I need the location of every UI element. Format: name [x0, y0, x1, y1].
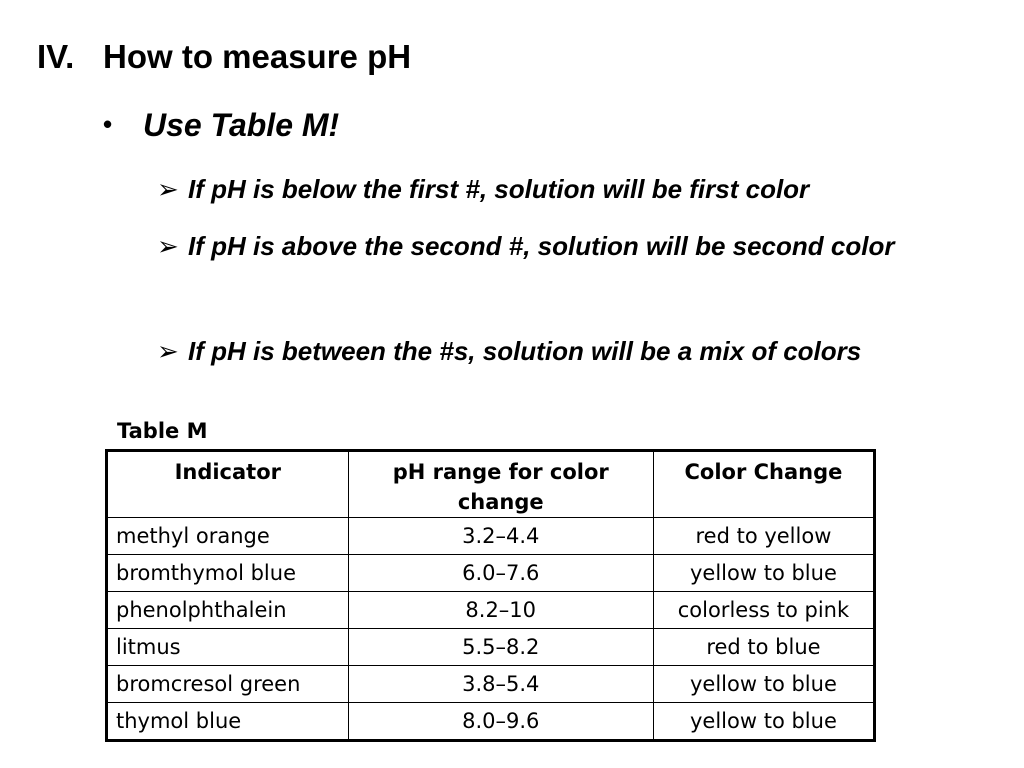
- header-color-change: Color Change: [653, 451, 874, 518]
- indicator-table: [105, 449, 876, 742]
- table-row: [107, 555, 875, 592]
- indicator-cell: thymol blue: [107, 703, 349, 741]
- table-row: [107, 629, 875, 666]
- color-change-cell: colorless to pink: [653, 592, 874, 629]
- table-row: [107, 592, 875, 629]
- sub-bullet-between: [157, 327, 1024, 375]
- table-row: [107, 703, 875, 741]
- header-ph-range: pH range for color change: [348, 451, 653, 518]
- sub-bullet-text: If pH is between the #s, solution will be a mix of colors: [188, 336, 862, 366]
- table-title: Table M: [117, 419, 208, 443]
- sub-bullet-above: [157, 222, 1024, 270]
- heading-title: How to measure pH: [103, 38, 412, 75]
- ph-range-cell: 8.2–10: [348, 592, 653, 629]
- ph-range-cell: 6.0–7.6: [348, 555, 653, 592]
- color-change-cell: yellow to blue: [653, 666, 874, 703]
- indicator-cell: litmus: [107, 629, 349, 666]
- table-header-row: [107, 451, 875, 518]
- color-change-cell: yellow to blue: [653, 555, 874, 592]
- color-change-cell: red to yellow: [653, 518, 874, 555]
- ph-range-cell: 3.8–5.4: [348, 666, 653, 703]
- header-indicator: Indicator: [107, 451, 349, 518]
- ph-range-cell: 3.2–4.4: [348, 518, 653, 555]
- slide-heading: [37, 38, 411, 76]
- arrow-bullet-icon: ➢: [157, 174, 179, 204]
- table-row: [107, 666, 875, 703]
- indicator-cell: methyl orange: [107, 518, 349, 555]
- ph-range-cell: 5.5–8.2: [348, 629, 653, 666]
- arrow-bullet-icon: ➢: [157, 231, 179, 261]
- bullet-dot-icon: •: [103, 109, 113, 139]
- indicator-cell: bromthymol blue: [107, 555, 349, 592]
- color-change-cell: yellow to blue: [653, 703, 874, 741]
- color-change-cell: red to blue: [653, 629, 874, 666]
- ph-range-cell: 8.0–9.6: [348, 703, 653, 741]
- sub-bullet-text: If pH is below the first #, solution will be first color: [188, 174, 810, 204]
- arrow-bullet-icon: ➢: [157, 336, 179, 366]
- sub-bullet-below: [157, 165, 1024, 213]
- main-bullet-text: Use Table M!: [143, 107, 340, 143]
- sub-bullet-text: If pH is above the second #, solution will be second color: [188, 231, 895, 261]
- table-row: [107, 518, 875, 555]
- heading-number: IV.: [37, 38, 75, 75]
- indicator-cell: phenolphthalein: [107, 592, 349, 629]
- indicator-cell: bromcresol green: [107, 666, 349, 703]
- main-bullet: [103, 107, 339, 144]
